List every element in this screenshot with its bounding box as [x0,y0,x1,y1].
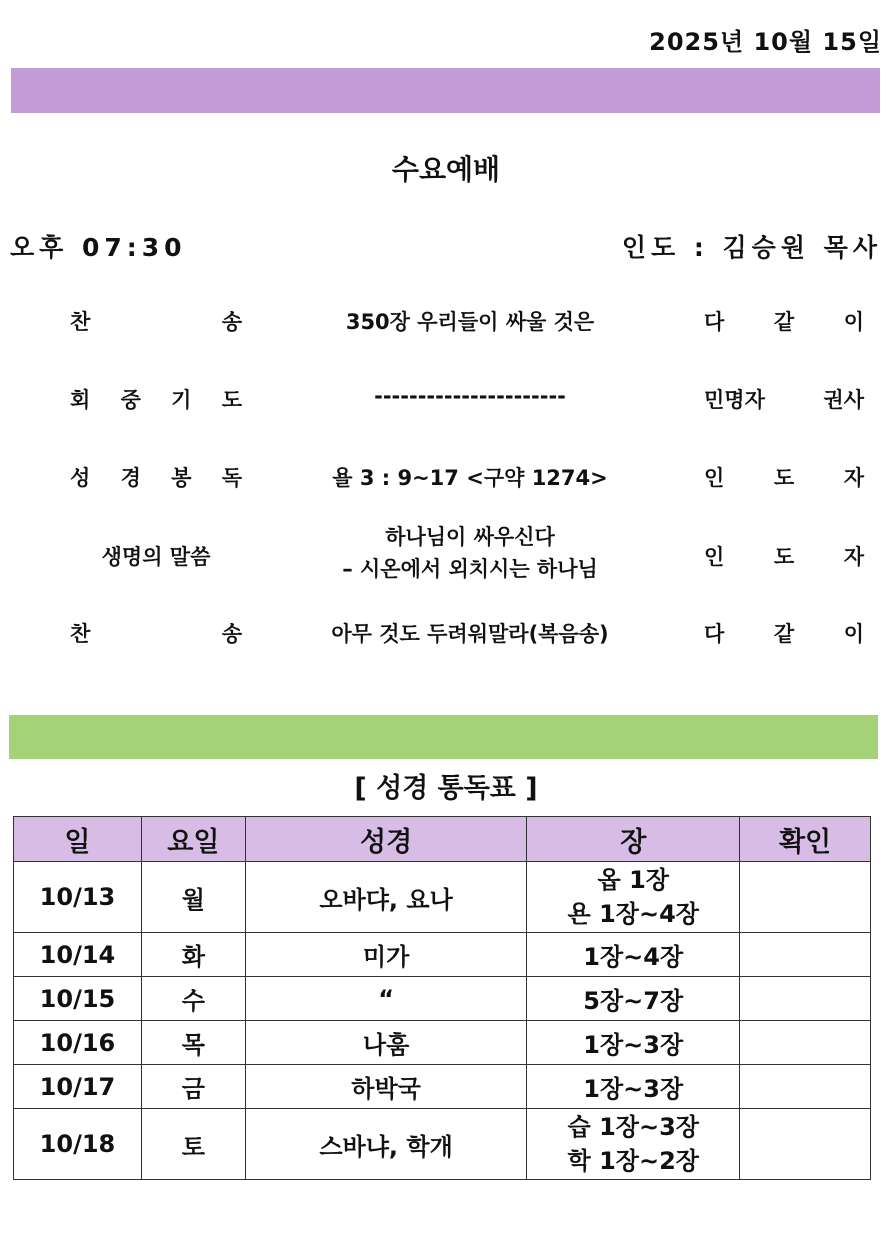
order-item-char: 봉 [171,466,192,490]
cell-chapters: 1장~3장 [527,1021,740,1065]
cell-book: 미가 [245,933,527,977]
cell-day: 금 [141,1065,245,1109]
order-content: ---------------------- [374,384,566,408]
order-item-char: 독 [221,466,242,490]
bulletin-date: 2025년 10월 15일 [649,28,882,56]
cell-day: 수 [141,977,245,1021]
order-by-char: 자 [843,466,864,490]
cell-check[interactable] [740,977,871,1021]
table-row [14,977,871,1021]
chapter-line: 습 1장~3장 [567,1113,699,1141]
table-header-row [14,817,871,862]
table-row [14,862,871,933]
header-date: 일 [14,817,142,862]
cell-chapters: 1장~3장 [527,1065,740,1109]
sermon-title: 하나님이 싸우신다 [385,525,555,549]
order-by [704,541,864,571]
order-by-char: 같 [773,622,795,646]
table-row [14,1065,871,1109]
table-row [14,1021,871,1065]
cell-day: 목 [141,1021,245,1065]
order-by-char: 이 [843,622,864,646]
sermon-subtitle: – 시온에서 외치시는 하나님 [342,557,598,581]
cell-chapters: 5장~7장 [527,977,740,1021]
section-bar [9,715,878,759]
cell-book: “ [245,977,527,1021]
header-book: 성경 [245,817,527,862]
cell-date: 10/14 [14,933,142,977]
header-chapters: 장 [527,817,740,862]
order-by-char: 이 [843,310,864,334]
order-item-char: 도 [221,388,242,412]
order-content: 욜 3 : 9~17 <구약 1274> [332,466,608,490]
cell-date: 10/18 [14,1109,142,1180]
cell-book: 스바냐, 학개 [245,1109,527,1180]
order-item [70,541,242,571]
order-content: 350장 우리들이 싸울 것은 [345,310,595,334]
order-by [704,618,864,648]
chapter-line: 옵 1장 [597,866,669,894]
cell-check[interactable] [740,1065,871,1109]
reading-title: [ 성경 통독표 ] [354,773,538,804]
order-by [704,462,864,492]
order-item [70,462,242,492]
order-item-char: 성 [70,466,91,490]
header-check: 확인 [740,817,871,862]
cell-check[interactable] [740,1109,871,1180]
order-item [70,306,242,336]
service-title: 수요예배 [391,153,501,186]
order-content: 아무 것도 두려워말라(복음송) [331,622,609,646]
order-by-name: 민명자 [704,388,765,412]
chapter-line: 욘 1장~4장 [567,900,699,928]
cell-chapters: 1장~4장 [527,933,740,977]
order-item-char: 송 [221,310,242,334]
order-by-char: 인 [704,466,725,490]
cell-book: 오바댜, 요나 [245,862,527,933]
cell-date: 10/16 [14,1021,142,1065]
cell-book: 나훔 [245,1021,527,1065]
header-bar [11,68,880,113]
order-item-char: 찬 [70,622,91,646]
order-item-char: 기 [171,388,192,412]
cell-date: 10/13 [14,862,142,933]
order-item-char: 송 [221,622,242,646]
cell-chapters [527,1109,740,1180]
order-item [70,384,242,414]
service-leader: 인도 : 김승원 목사 [621,233,882,262]
chapter-line: 학 1장~2장 [567,1147,699,1175]
service-time: 오후 07:30 [10,233,187,262]
order-content [300,521,640,585]
order-item-char: 경 [120,466,141,490]
order-by-title: 권사 [823,388,864,412]
order-by [704,306,864,336]
cell-chapters [527,862,740,933]
order-by [704,384,864,414]
order-item-char: 찬 [70,310,91,334]
cell-date: 10/17 [14,1065,142,1109]
order-by-char: 같 [773,310,795,334]
order-item-char: 중 [120,388,141,412]
cell-day: 화 [141,933,245,977]
order-by-char: 다 [704,310,725,334]
cell-day: 토 [141,1109,245,1180]
order-by-char: 도 [773,466,795,490]
order-item-label: 생명의 말씀 [101,545,211,569]
order-by-char: 도 [773,545,795,569]
cell-check[interactable] [740,933,871,977]
table-row [14,1109,871,1180]
cell-check[interactable] [740,1021,871,1065]
order-item-char: 회 [70,388,91,412]
cell-date: 10/15 [14,977,142,1021]
cell-day: 월 [141,862,245,933]
order-by-char: 다 [704,622,725,646]
table-row [14,933,871,977]
order-by-char: 인 [704,545,725,569]
order-by-char: 자 [843,545,864,569]
cell-book: 하박국 [245,1065,527,1109]
header-day: 요일 [141,817,245,862]
reading-table [13,816,871,1180]
cell-check[interactable] [740,862,871,933]
order-item [70,618,242,648]
